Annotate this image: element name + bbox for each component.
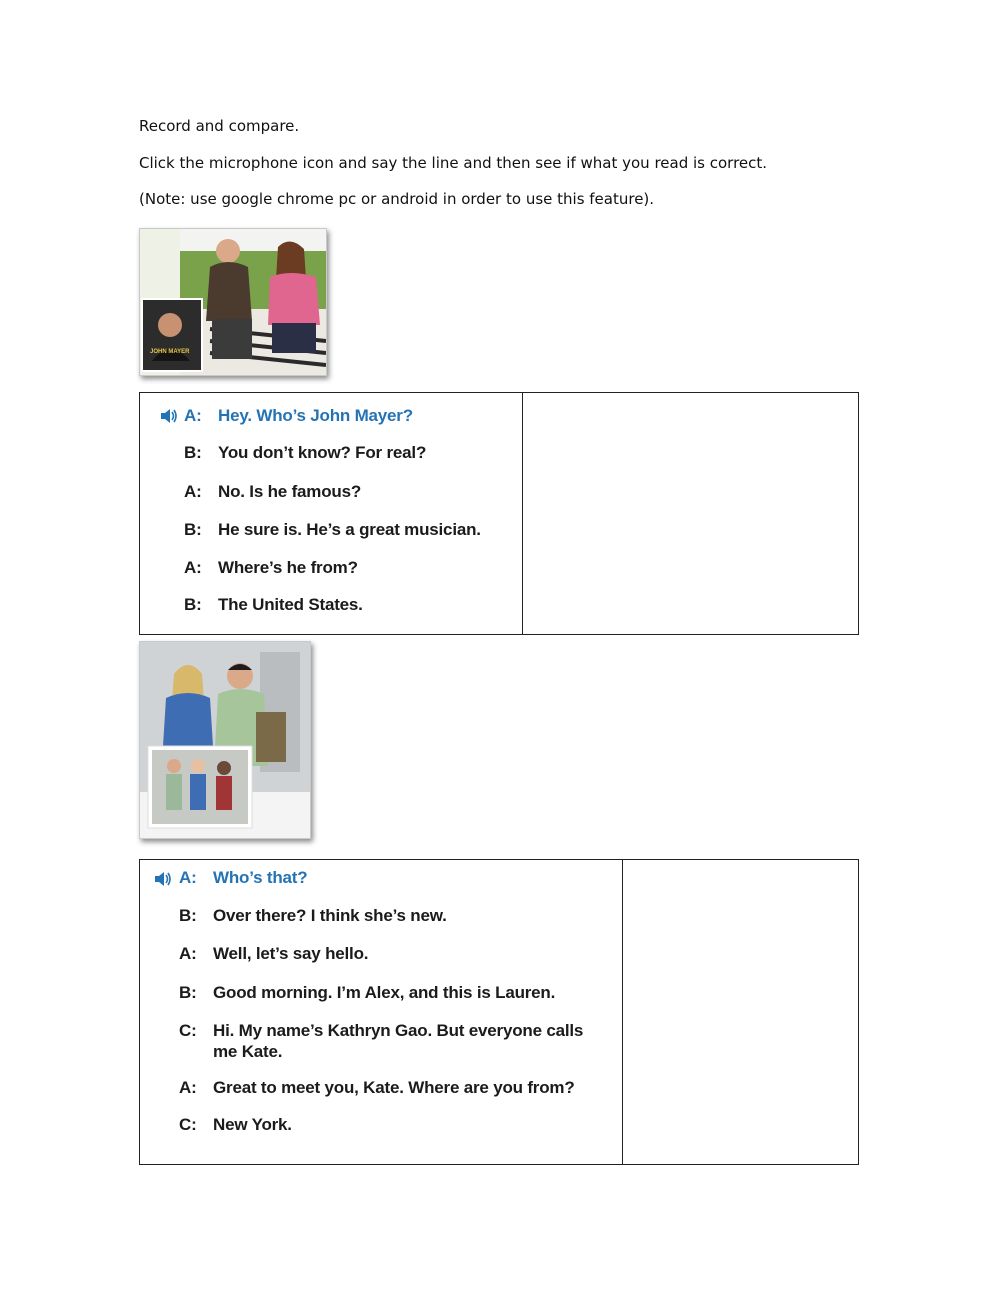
speaker-label: A:: [184, 482, 202, 501]
speaker-label: A:: [184, 558, 202, 577]
dialogue-line: [184, 520, 481, 540]
line-text: Hi. My name’s Kathryn Gao. But everyone calls me Kate.: [213, 1021, 584, 1061]
dialogue-table-2: [139, 859, 859, 1165]
record-cell-2[interactable]: [623, 860, 858, 1164]
speaker-label: B:: [179, 906, 197, 925]
dialogue-line: [179, 944, 368, 964]
speaker-icon[interactable]: [154, 871, 172, 887]
dialogue-line: [179, 868, 307, 888]
speaker-label: C:: [179, 1115, 197, 1134]
dialogue-line: [184, 443, 426, 463]
line-text: Good morning. I’m Alex, and this is Lauren.: [213, 983, 556, 1002]
photo-couple-park: [139, 228, 327, 376]
line-text: Great to meet you, Kate. Where are you from?: [213, 1078, 575, 1097]
speaker-icon[interactable]: [160, 408, 178, 424]
speaker-label: C:: [179, 1021, 197, 1040]
dialogue-table-1: [139, 392, 859, 635]
line-text: He sure is. He’s a great musician.: [218, 520, 481, 539]
line-text: No. Is he famous?: [218, 482, 362, 501]
line-text: Well, let’s say hello.: [213, 944, 369, 963]
speaker-label: B:: [184, 595, 202, 614]
line-text: New York.: [213, 1115, 292, 1134]
dialogue-line: [184, 558, 358, 578]
speaker-label: B:: [184, 520, 202, 539]
students-illustration: [140, 642, 310, 838]
line-text: You don’t know? For real?: [218, 443, 427, 462]
speaker-label: A:: [184, 406, 202, 425]
speaker-label: B:: [179, 983, 197, 1002]
instruction-title: Record and compare.: [139, 117, 300, 135]
dialogue-1: [140, 393, 522, 634]
line-text: Who’s that?: [213, 868, 308, 887]
instruction-text: Click the microphone icon and say the line and then see if what you read is correct.: [139, 154, 768, 172]
dialogue-line: [179, 1078, 575, 1098]
instruction-note: (Note: use google chrome pc or android in order to use this feature).: [139, 190, 655, 208]
photo-students-hallway: [139, 641, 311, 839]
line-text: The United States.: [218, 595, 363, 614]
speaker-label: A:: [179, 868, 197, 887]
speaker-label: A:: [179, 944, 197, 963]
line-text: Over there? I think she’s new.: [213, 906, 447, 925]
record-cell-1[interactable]: [523, 393, 858, 634]
line-text: Hey. Who’s John Mayer?: [218, 406, 413, 425]
dialogue-line: [179, 983, 555, 1003]
speaker-label: B:: [184, 443, 202, 462]
dialogue-line: [184, 595, 363, 615]
dialogue-line: [184, 406, 413, 426]
dialogue-2: [140, 860, 622, 1164]
dialogue-line: [184, 482, 361, 502]
dialogue-line: [179, 1115, 292, 1135]
couple-park-illustration: [140, 229, 326, 375]
line-text: Where’s he from?: [218, 558, 358, 577]
speaker-label: A:: [179, 1078, 197, 1097]
magazine-title: JOHN MAYER: [150, 349, 190, 355]
dialogue-line: [179, 906, 447, 926]
dialogue-line: [179, 1020, 609, 1062]
